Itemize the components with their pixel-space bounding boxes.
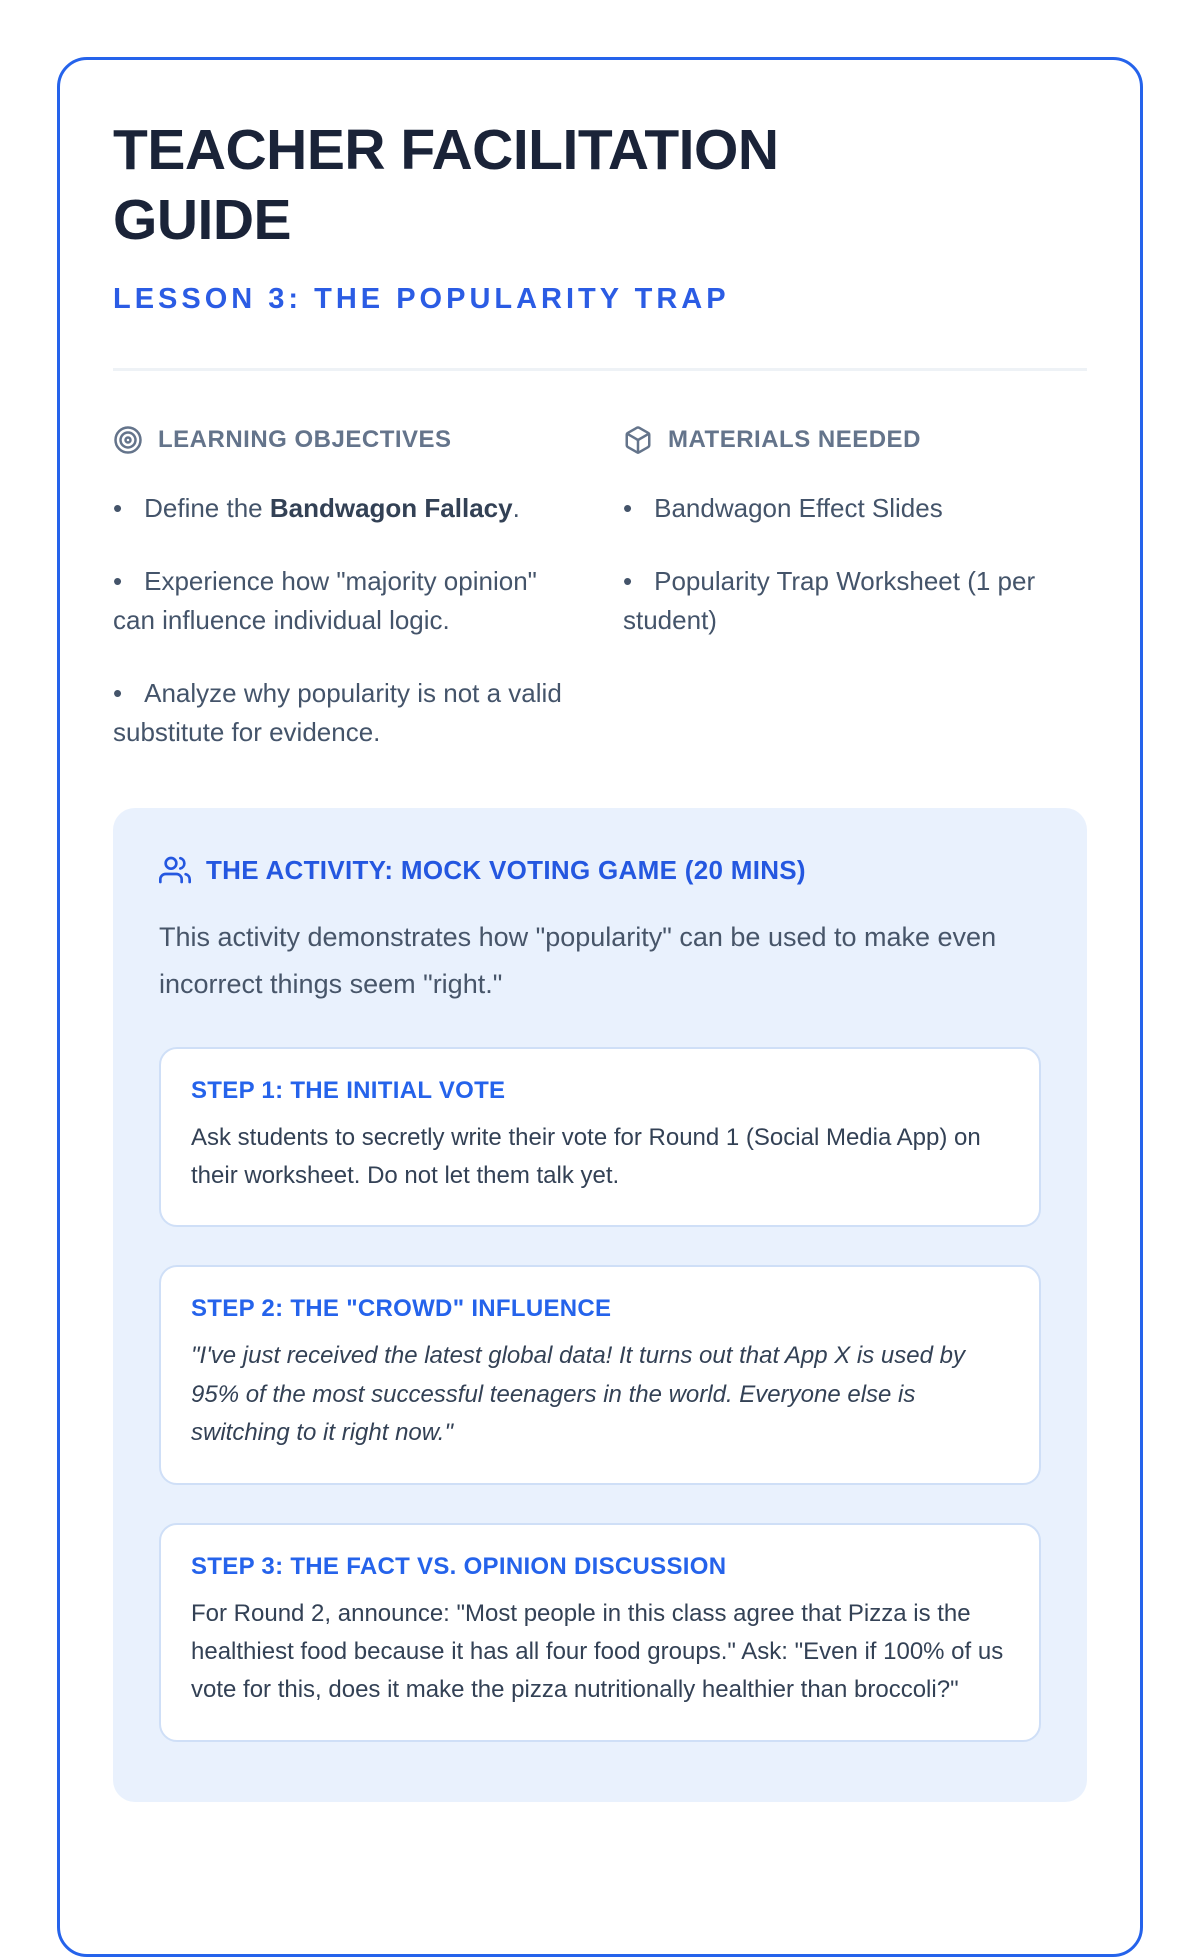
package-icon bbox=[623, 425, 653, 455]
materials-heading: MATERIALS NEEDED bbox=[668, 426, 921, 454]
guide-card bbox=[57, 57, 1143, 1957]
objectives-heading: LEARNING OBJECTIVES bbox=[158, 426, 452, 454]
page-title: TEACHER FACILITATION GUIDE bbox=[113, 118, 779, 252]
step-title: STEP 1: THE INITIAL VOTE bbox=[191, 1076, 506, 1104]
activity-panel bbox=[113, 808, 1087, 1802]
divider bbox=[113, 368, 1087, 371]
step-card-1 bbox=[159, 1047, 1041, 1228]
material-item: • Popularity Trap Worksheet (1 per student) bbox=[623, 562, 1087, 640]
users-icon bbox=[159, 854, 191, 886]
info-columns bbox=[113, 425, 1087, 752]
activity-header bbox=[159, 854, 1041, 886]
page-subtitle: LESSON 3: THE POPULARITY TRAP bbox=[113, 283, 730, 316]
activity-intro: This activity demonstrates how "popularity" can be used to make even incorrect things seem "right." bbox=[159, 922, 997, 1000]
step-body: Ask students to secretly write their vote for Round 1 (Social Media App) on their worksheet. Do not let them talk yet. bbox=[191, 1123, 981, 1189]
step-card-2 bbox=[159, 1265, 1041, 1484]
objective-item bbox=[113, 489, 577, 528]
activity-heading: THE ACTIVITY: MOCK VOTING GAME (20 MINS) bbox=[206, 854, 806, 885]
step-body: For Round 2, announce: "Most people in this class agree that Pizza is the healthiest food because it has all four food groups." Ask: "Even if 100% of us vote for this, does it make the pizza nutritionally healthier than broccoli?" bbox=[191, 1599, 1004, 1704]
step-card-3 bbox=[159, 1523, 1041, 1742]
objectives-header bbox=[113, 425, 577, 455]
step-title: STEP 3: THE FACT VS. OPINION DISCUSSION bbox=[191, 1552, 727, 1580]
learning-objectives-section bbox=[113, 425, 577, 752]
materials-header bbox=[623, 425, 1087, 455]
step-body: "I've just received the latest global data! It turns out that App X is used by 95% of the most successful teenagers in the world. Everyone else is switching to it right now." bbox=[191, 1342, 965, 1447]
objective-item: • Analyze why popularity is not a valid substitute for evidence. bbox=[113, 674, 577, 752]
step-title: STEP 2: THE "CROWD" INFLUENCE bbox=[191, 1295, 612, 1323]
materials-section bbox=[623, 425, 1087, 752]
material-item: • Bandwagon Effect Slides bbox=[623, 489, 1087, 528]
objective-text: Define the bbox=[144, 493, 270, 524]
objective-text: . bbox=[512, 493, 520, 524]
target-icon bbox=[113, 425, 143, 455]
objective-item: • Experience how "majority opinion" can influence individual logic. bbox=[113, 562, 577, 640]
objective-bold-term: Bandwagon Fallacy bbox=[269, 493, 513, 524]
